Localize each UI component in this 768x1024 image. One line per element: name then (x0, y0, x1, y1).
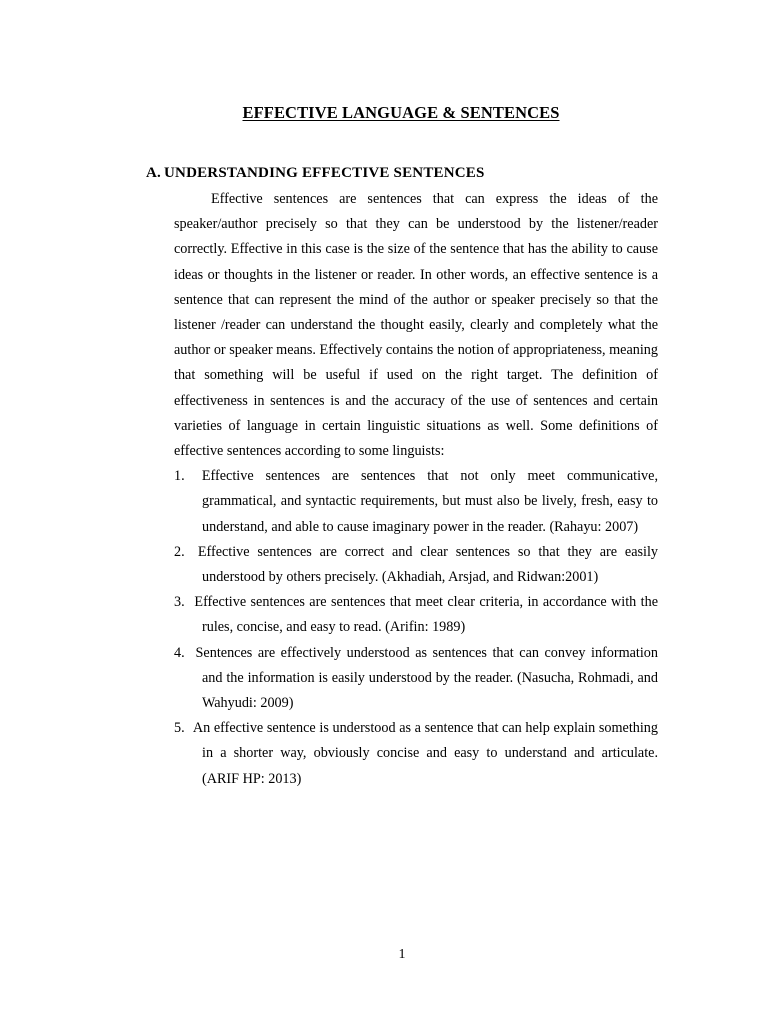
list-item-text: An effective sentence is understood as a sentence that can help explain something in a shorter way, obviously concise and easy to understand and articulate. (ARIF HP: 2013) (192, 720, 658, 787)
section-body (174, 187, 658, 792)
list-item-text: Effective sentences are sentences that not only meet communicative, grammatical, and syntactic requirements, but must also be lively, fresh, easy to understand, and able to cause imaginary power in the reader. (Rahayu: 2007) (201, 468, 658, 535)
section-heading-text: UNDERSTANDING EFFECTIVE SENTENCES (164, 165, 485, 181)
section-letter: A. (146, 165, 161, 181)
list-item (174, 464, 658, 540)
definitions-list (174, 464, 658, 792)
list-item-text: Effective sentences are sentences that meet clear criteria, in accordance with the rules, concise, and easy to read. (Arifin: 1989) (194, 594, 659, 636)
list-item (174, 590, 658, 640)
list-item-number: 5. (174, 720, 185, 737)
list-item-number: 3. (174, 594, 185, 611)
list-item-number: 2. (174, 543, 185, 560)
section-heading (146, 165, 485, 182)
list-item (174, 641, 658, 717)
page-number: 1 (398, 947, 406, 962)
list-item-number: 4. (174, 644, 185, 661)
list-item-number: 1. (174, 468, 185, 485)
document-title: EFFECTIVE LANGUAGE & SENTENCES (242, 103, 560, 122)
intro-paragraph: Effective sentences are sentences that can express the ideas of the speaker/author precisely so that they can be understood by the listener/reader correctly. Effective in this case is the size of the sentence that has the ability to cause ideas or thoughts in the listener or reader. In other words, an effective sentence is a sentence that can represent the mind of the author or speaker precisely so that the listener /reader can understand the thought easily, clearly and completely what the author or speaker means. Effectively contains the notion of appropriateness, meaning that something will be useful if used on the right target. The definition of effectiveness in sentences is and the accuracy of the use of sentences and certain varieties of language in certain linguistic situations as well. Some definitions of effective sentences according to some linguists: (174, 191, 658, 460)
list-item-text: Effective sentences are correct and clear sentences so that they are easily understood by others precisely. (Akhadiah, Arsjad, and Ridwan:2001) (197, 543, 658, 586)
list-item (174, 716, 658, 792)
list-item (174, 540, 658, 590)
list-item-text: Sentences are effectively understood as sentences that can convey information and the information is easily understood by the reader. (Nasucha, Rohmadi, and Wahyudi: 2009) (195, 644, 658, 712)
